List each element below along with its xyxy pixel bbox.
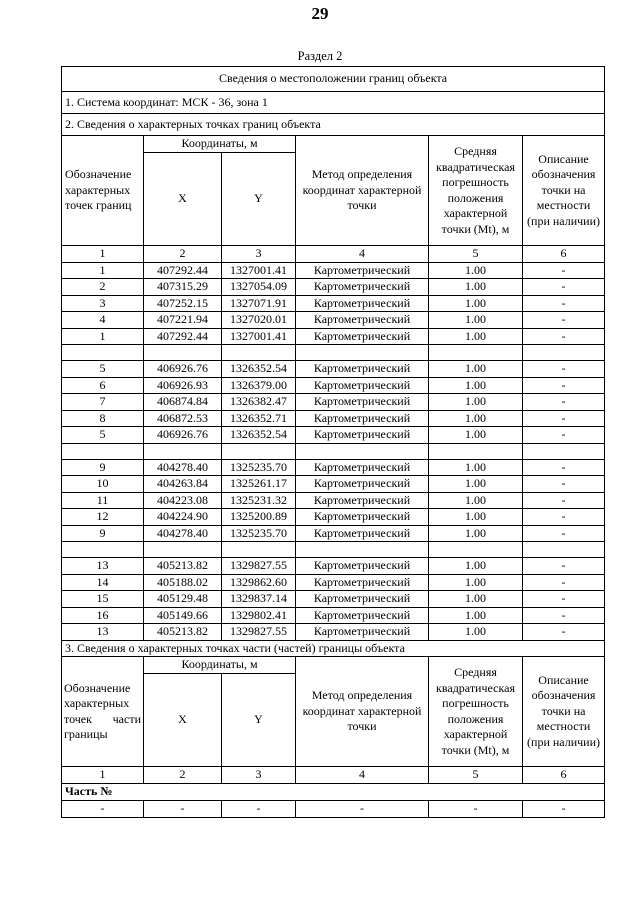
table-row xyxy=(62,574,605,591)
cell-y: 1327071.91 xyxy=(222,295,296,312)
header-coordinates: Координаты, м xyxy=(144,136,296,153)
cell-id: 10 xyxy=(62,476,144,493)
cell-y: 1325261.17 xyxy=(222,476,296,493)
cell-method: Картометрический xyxy=(296,361,429,378)
empty-cell xyxy=(429,542,523,558)
cell-x: 405188.02 xyxy=(144,574,222,591)
cell-id: 7 xyxy=(62,394,144,411)
cell-y: 1325231.32 xyxy=(222,492,296,509)
header2-method: Метод определения координат характерной точки xyxy=(296,657,429,767)
cell-y: 1329837.14 xyxy=(222,591,296,608)
empty-cell xyxy=(523,443,605,459)
cell-method: Картометрический xyxy=(296,525,429,542)
cell-method: Картометрический xyxy=(296,509,429,526)
cell-mt: 1.00 xyxy=(429,624,523,641)
cell-method: Картометрический xyxy=(296,591,429,608)
cell-desc: - xyxy=(523,509,605,526)
cell-id: 5 xyxy=(62,361,144,378)
header2-designation-line: характерных xyxy=(64,696,130,710)
points-heading: 2. Сведения о характерных точках границ объекта xyxy=(62,114,605,136)
cell-x: 404263.84 xyxy=(144,476,222,493)
cell-desc: - xyxy=(523,361,605,378)
part-cell: - xyxy=(296,800,429,817)
header2-x: X xyxy=(144,674,222,767)
cell-y: 1329827.55 xyxy=(222,558,296,575)
cell-method: Картометрический xyxy=(296,427,429,444)
cell-method: Картометрический xyxy=(296,492,429,509)
header-error: Средняя квадратическая погрешность положения характерной точки (Mt), м xyxy=(429,136,523,246)
empty-cell xyxy=(62,345,144,361)
header-method: Метод определения координат характерной точки xyxy=(296,136,429,246)
cell-x: 406926.76 xyxy=(144,427,222,444)
cell-method: Картометрический xyxy=(296,410,429,427)
cell-y: 1325235.70 xyxy=(222,525,296,542)
cell-mt: 1.00 xyxy=(429,525,523,542)
cell-x: 407292.44 xyxy=(144,328,222,345)
empty-cell xyxy=(222,443,296,459)
cell-method: Картометрический xyxy=(296,394,429,411)
empty-cell xyxy=(429,345,523,361)
cell-desc: - xyxy=(523,624,605,641)
section-label: Раздел 2 xyxy=(297,49,343,63)
cell-id: 2 xyxy=(62,279,144,296)
cell-mt: 1.00 xyxy=(429,574,523,591)
cell-desc: - xyxy=(523,574,605,591)
col-number: 4 xyxy=(296,767,429,784)
table-row xyxy=(62,607,605,624)
cell-method: Картометрический xyxy=(296,607,429,624)
header2-y: Y xyxy=(222,674,296,767)
cell-method: Картометрический xyxy=(296,279,429,296)
cell-x: 406874.84 xyxy=(144,394,222,411)
cell-x: 405129.48 xyxy=(144,591,222,608)
col-number: 4 xyxy=(296,246,429,263)
cell-desc: - xyxy=(523,295,605,312)
cell-desc: - xyxy=(523,459,605,476)
cell-mt: 1.00 xyxy=(429,410,523,427)
cell-x: 407315.29 xyxy=(144,279,222,296)
empty-cell xyxy=(144,345,222,361)
cell-mt: 1.00 xyxy=(429,262,523,279)
empty-cell xyxy=(523,345,605,361)
col-number: 3 xyxy=(222,767,296,784)
cell-x: 407292.44 xyxy=(144,262,222,279)
cell-mt: 1.00 xyxy=(429,361,523,378)
table-row xyxy=(62,476,605,493)
cell-id: 4 xyxy=(62,312,144,329)
cell-mt: 1.00 xyxy=(429,394,523,411)
cell-desc: - xyxy=(523,262,605,279)
table-row xyxy=(62,509,605,526)
cell-y: 1326352.54 xyxy=(222,427,296,444)
group-separator xyxy=(62,443,605,459)
cell-mt: 1.00 xyxy=(429,607,523,624)
cell-y: 1326379.00 xyxy=(222,377,296,394)
cell-desc: - xyxy=(523,476,605,493)
cell-x: 407252.15 xyxy=(144,295,222,312)
table-row xyxy=(62,361,605,378)
header2-coordinates: Координаты, м xyxy=(144,657,296,674)
empty-cell xyxy=(144,542,222,558)
header-designation: Обозначение характерных точек границ xyxy=(62,136,144,246)
cell-y: 1326352.71 xyxy=(222,410,296,427)
col-number: 2 xyxy=(144,246,222,263)
cell-y: 1329862.60 xyxy=(222,574,296,591)
cell-id: 12 xyxy=(62,509,144,526)
cell-x: 404224.90 xyxy=(144,509,222,526)
header2-designation-line: границы xyxy=(64,727,108,741)
cell-mt: 1.00 xyxy=(429,328,523,345)
empty-cell xyxy=(296,443,429,459)
table-row xyxy=(62,394,605,411)
cell-method: Картометрический xyxy=(296,624,429,641)
cell-desc: - xyxy=(523,279,605,296)
cell-x: 404223.08 xyxy=(144,492,222,509)
cell-y: 1326352.54 xyxy=(222,361,296,378)
cell-desc: - xyxy=(523,394,605,411)
cell-method: Картометрический xyxy=(296,459,429,476)
cell-desc: - xyxy=(523,427,605,444)
table-row xyxy=(62,492,605,509)
cell-desc: - xyxy=(523,377,605,394)
cell-id: 5 xyxy=(62,427,144,444)
col-number: 5 xyxy=(429,767,523,784)
part-cell: - xyxy=(222,800,296,817)
table-row xyxy=(62,328,605,345)
col-number: 6 xyxy=(523,246,605,263)
col-number: 1 xyxy=(62,246,144,263)
part-label: Часть № xyxy=(62,783,605,800)
empty-cell xyxy=(222,345,296,361)
table-row xyxy=(62,262,605,279)
cell-mt: 1.00 xyxy=(429,558,523,575)
header2-description: Описание обозначения точки на местности (при наличии) xyxy=(523,657,605,767)
part-cell: - xyxy=(523,800,605,817)
cell-x: 406872.53 xyxy=(144,410,222,427)
cell-id: 1 xyxy=(62,328,144,345)
cell-mt: 1.00 xyxy=(429,279,523,296)
header-x: X xyxy=(144,153,222,246)
header-y: Y xyxy=(222,153,296,246)
cell-x: 405213.82 xyxy=(144,624,222,641)
cell-method: Картометрический xyxy=(296,558,429,575)
cell-y: 1325200.89 xyxy=(222,509,296,526)
empty-cell xyxy=(144,443,222,459)
table-row xyxy=(62,279,605,296)
cell-id: 8 xyxy=(62,410,144,427)
part-cell: - xyxy=(429,800,523,817)
cell-y: 1327054.09 xyxy=(222,279,296,296)
cell-id: 13 xyxy=(62,624,144,641)
group-separator xyxy=(62,542,605,558)
header2-designation xyxy=(62,657,144,767)
empty-cell xyxy=(296,542,429,558)
cell-desc: - xyxy=(523,607,605,624)
cell-y: 1325235.70 xyxy=(222,459,296,476)
table-row xyxy=(62,410,605,427)
cell-desc: - xyxy=(523,525,605,542)
cell-x: 405213.82 xyxy=(144,558,222,575)
col-number: 2 xyxy=(144,767,222,784)
cell-method: Картометрический xyxy=(296,476,429,493)
cell-desc: - xyxy=(523,492,605,509)
cell-id: 16 xyxy=(62,607,144,624)
header2-designation-line: точек части xyxy=(64,711,141,726)
cell-id: 13 xyxy=(62,558,144,575)
cell-x: 406926.93 xyxy=(144,377,222,394)
table-row xyxy=(62,459,605,476)
cell-id: 15 xyxy=(62,591,144,608)
cell-mt: 1.00 xyxy=(429,591,523,608)
cell-id: 9 xyxy=(62,459,144,476)
cell-x: 405149.66 xyxy=(144,607,222,624)
table-row xyxy=(62,427,605,444)
table-title: Сведения о местоположении границ объекта xyxy=(62,67,605,92)
cell-id: 6 xyxy=(62,377,144,394)
boundaries-table xyxy=(61,66,605,818)
header2-error: Средняя квадратическая погрешность положения характерной точки (Mt), м xyxy=(429,657,523,767)
cell-mt: 1.00 xyxy=(429,492,523,509)
col-number: 3 xyxy=(222,246,296,263)
cell-method: Картометрический xyxy=(296,262,429,279)
col-number: 6 xyxy=(523,767,605,784)
cell-y: 1329827.55 xyxy=(222,624,296,641)
cell-method: Картометрический xyxy=(296,328,429,345)
cell-y: 1329802.41 xyxy=(222,607,296,624)
empty-cell xyxy=(62,542,144,558)
cell-mt: 1.00 xyxy=(429,295,523,312)
table-row xyxy=(62,377,605,394)
cell-desc: - xyxy=(523,312,605,329)
cell-id: 9 xyxy=(62,525,144,542)
cell-x: 406926.76 xyxy=(144,361,222,378)
cell-y: 1327001.41 xyxy=(222,262,296,279)
cell-mt: 1.00 xyxy=(429,312,523,329)
empty-cell xyxy=(523,542,605,558)
header-description: Описание обозначения точки на местности (при наличии) xyxy=(523,136,605,246)
cell-mt: 1.00 xyxy=(429,459,523,476)
page-number: 29 xyxy=(311,4,329,23)
empty-cell xyxy=(296,345,429,361)
col-number: 5 xyxy=(429,246,523,263)
table-row xyxy=(62,591,605,608)
coord-system: 1. Система координат: МСК - 36, зона 1 xyxy=(62,92,605,114)
header2-designation-line: Обозначение xyxy=(64,680,131,695)
part-cell: - xyxy=(144,800,222,817)
cell-method: Картометрический xyxy=(296,377,429,394)
cell-y: 1327020.01 xyxy=(222,312,296,329)
table-row xyxy=(62,295,605,312)
cell-x: 404278.40 xyxy=(144,459,222,476)
table-row xyxy=(62,312,605,329)
cell-mt: 1.00 xyxy=(429,476,523,493)
cell-x: 407221.94 xyxy=(144,312,222,329)
cell-desc: - xyxy=(523,328,605,345)
cell-y: 1326382.47 xyxy=(222,394,296,411)
cell-method: Картометрический xyxy=(296,574,429,591)
table-row xyxy=(62,558,605,575)
cell-mt: 1.00 xyxy=(429,427,523,444)
cell-id: 1 xyxy=(62,262,144,279)
cell-x: 404278.40 xyxy=(144,525,222,542)
parts-heading: 3. Сведения о характерных точках части (частей) границы объекта xyxy=(62,640,605,657)
cell-mt: 1.00 xyxy=(429,509,523,526)
cell-id: 14 xyxy=(62,574,144,591)
cell-mt: 1.00 xyxy=(429,377,523,394)
cell-desc: - xyxy=(523,591,605,608)
empty-cell xyxy=(62,443,144,459)
group-separator xyxy=(62,345,605,361)
cell-desc: - xyxy=(523,558,605,575)
empty-cell xyxy=(429,443,523,459)
cell-id: 11 xyxy=(62,492,144,509)
table-row xyxy=(62,624,605,641)
cell-method: Картометрический xyxy=(296,295,429,312)
cell-id: 3 xyxy=(62,295,144,312)
cell-method: Картометрический xyxy=(296,312,429,329)
part-cell: - xyxy=(62,800,144,817)
cell-y: 1327001.41 xyxy=(222,328,296,345)
empty-cell xyxy=(222,542,296,558)
table-row xyxy=(62,525,605,542)
cell-desc: - xyxy=(523,410,605,427)
col-number: 1 xyxy=(62,767,144,784)
